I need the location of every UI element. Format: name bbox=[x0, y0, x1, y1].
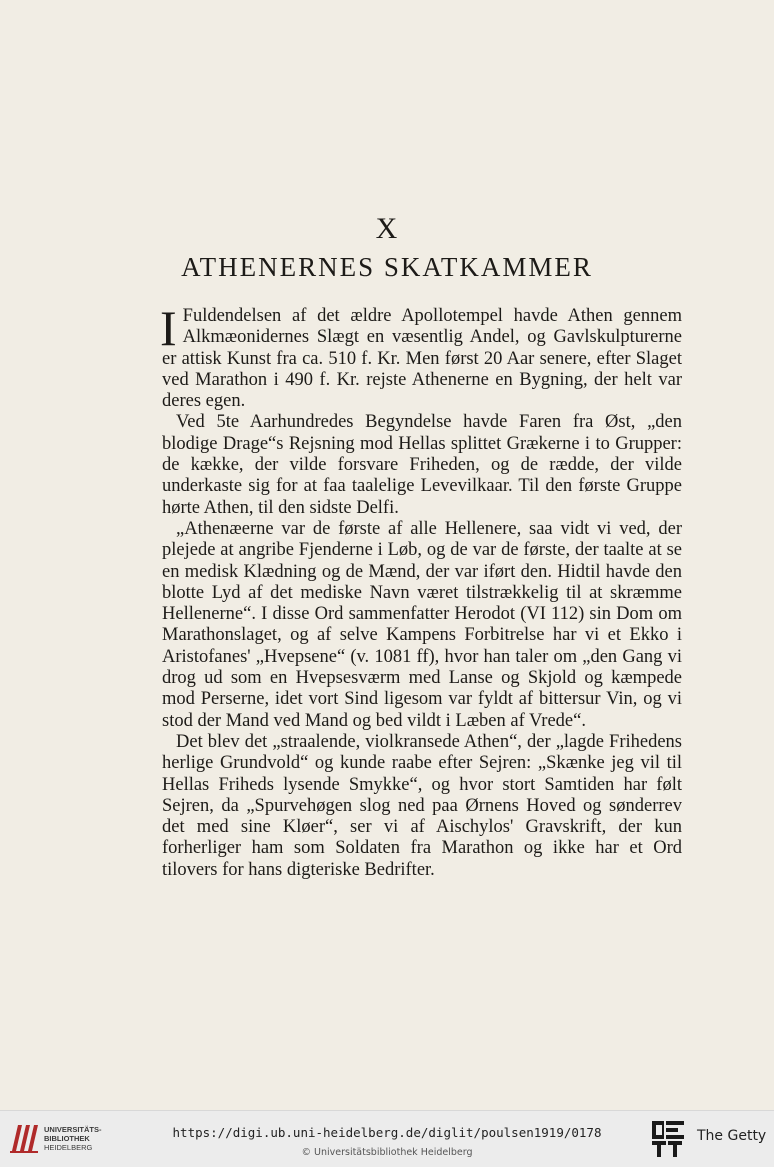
library-name-line: HEIDELBERG bbox=[44, 1143, 93, 1152]
library-name-line: UNIVERSITÄTS- bbox=[44, 1125, 102, 1134]
body-text bbox=[160, 300, 682, 881]
permalink-url[interactable]: https://digi.ub.uni-heidelberg.de/diglit/poulsen1919/0178 bbox=[172, 1125, 602, 1140]
paragraph bbox=[162, 412, 682, 518]
viewer-footer bbox=[0, 1110, 774, 1167]
paragraph bbox=[162, 732, 682, 881]
drop-cap: I bbox=[160, 300, 177, 356]
getty-logo-icon[interactable] bbox=[650, 1119, 686, 1159]
chapter-title: ATHENERNES SKATKAMMER bbox=[181, 252, 593, 282]
library-name-line: BIBLIOTHEK bbox=[44, 1134, 90, 1143]
copyright-notice: © Universitätsbibliothek Heidelberg bbox=[301, 1147, 473, 1158]
paragraph-text: „Athenæerne var de første af alle Hellenere, saa vidt vi ved, der plejede at angribe Fjenderne i Løb, og de var de første, der taalte at se en medisk Klædning og de Mænd, der var iført den. Hidtil havde den blotte Lyd af det mediske Navn været tilstrækkelig til at skræmme Hellenerne“. I disse Ord sammenfatter Herodot (VI 112) sin Dom om Marathonslaget, og af selve Kampens Forbitrelse har vi et Ekko i Aristofanes' „Hvepsene“ (v. 1081 ff), hvor han taler om „den Gang vi drog ud som en Hvepsesværm med Lanse og Skjold og kæmpede mod Perserne, idet vort Sind ligesom var fyldt af bittersur Vin, og vi stod der Mand ved Mand og bed vildt i Læben af Vrede“. bbox=[162, 518, 682, 731]
paragraph bbox=[162, 519, 682, 732]
paragraph-text: Ved 5te Aarhundredes Begyndelse havde Faren fra Øst, „den blodige Drage“s Rejsning mod Hellas splittet Grækerne i to Grupper: de kække, der vilde forsvare Friheden, og de rædde, der vilde underkaste sig for at faa taalelige Levevilkaar. Til den første Gruppe hørte Athen, til den sidste Delfi. bbox=[162, 412, 682, 518]
paragraph-text: Det blev det „straalende, violkransede Athen“, der „lagde Frihedens herlige Grundvold“ og kunde raabe efter Sejren: „Skænke jeg vil til Hellas Friheds lysende Smykke“, og hvor stort Samtiden har følt Sejren, da „Spurvehøgen slog ned paa Ørnens Hoved og sønderrev det med sine Kløer“, ser vi af Aischylos' Gravskrift, der kun forherliger ham som Soldaten fra Marathon og ikke har et Ord tilovers for hans digteriske Bedrifter. bbox=[162, 731, 682, 880]
getty-label[interactable]: The Getty bbox=[697, 1128, 767, 1144]
paragraph-text: Fuldendelsen af det ældre Apollotempel havde Athen gennem Alkmæonidernes Slægt en væsentlig Andel, og Gavlskulpturerne er attisk Kunst fra ca. 510 f. Kr. Men først 20 Aar senere, efter Slaget ved Marathon i 490 f. Kr. rejste Athenerne en Bygning, der helt var deres egen. bbox=[162, 306, 682, 412]
paragraph bbox=[160, 300, 682, 412]
chapter-number: X bbox=[375, 212, 399, 245]
